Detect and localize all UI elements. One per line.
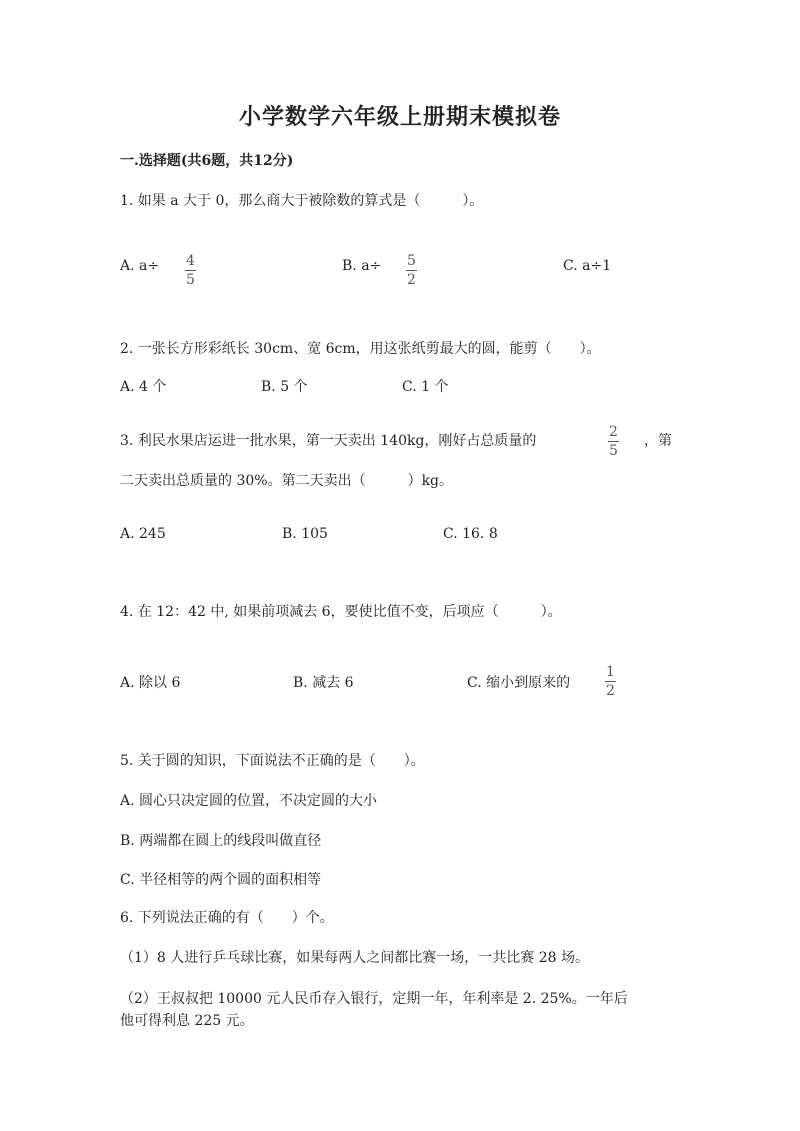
question-3-stem-line-1-end: ，第 bbox=[644, 433, 672, 449]
q3-option-a: A. 245 bbox=[120, 526, 166, 542]
question-1-stem: 1. 如果 a 大于 0，那么商大于被除数的算式是（ ）。 bbox=[120, 193, 484, 209]
q1-option-b-fraction bbox=[406, 253, 417, 288]
fraction-numerator: 1 bbox=[606, 664, 615, 680]
section-heading: 一.选择题(共6题，共12分) bbox=[120, 153, 294, 169]
fraction-numerator: 4 bbox=[186, 253, 195, 269]
page-title: 小学数学六年级上册期末模拟卷 bbox=[238, 104, 561, 130]
question-2-stem: 2. 一张长方形彩纸长 30cm、宽 6cm，用这张纸剪最大的圆，能剪（ ）。 bbox=[120, 341, 601, 357]
q3-option-b: B. 105 bbox=[282, 526, 328, 542]
q4-option-a: A. 除以 6 bbox=[120, 675, 181, 691]
q2-option-a: A. 4 个 bbox=[120, 379, 167, 395]
question-5-stem: 5. 关于圆的知识，下面说法不正确的是（ ）。 bbox=[120, 753, 425, 769]
fraction-denominator: 5 bbox=[186, 272, 195, 288]
fraction-denominator: 2 bbox=[606, 683, 615, 699]
fraction-numerator: 2 bbox=[609, 424, 618, 440]
q1-option-a-fraction bbox=[185, 253, 196, 288]
fraction-bar bbox=[185, 270, 196, 271]
question-3-stem-line-1: 3. 利民水果店运进一批水果，第一天卖出 140kg，刚好占总质量的 bbox=[120, 433, 537, 449]
q5-option-c: C. 半径相等的两个圆的面积相等 bbox=[120, 872, 322, 888]
q5-option-a: A. 圆心只决定圆的位置，不决定圆的大小 bbox=[120, 793, 378, 809]
question-4-stem: 4. 在 12：42 中, 如果前项减去 6，要使比值不变，后项应（ ）。 bbox=[120, 604, 562, 620]
q2-option-c: C. 1 个 bbox=[402, 379, 449, 395]
q6-statement-2-line-1: （2）王叔叔把 10000 元人民币存入银行，定期一年，年利率是 2. 25%。一年后 bbox=[120, 991, 628, 1007]
q1-option-b: B. a÷ bbox=[342, 258, 382, 274]
fraction-bar bbox=[406, 270, 417, 271]
fraction-denominator: 2 bbox=[407, 272, 416, 288]
fraction-numerator: 5 bbox=[407, 253, 416, 269]
q3-option-c: C. 16. 8 bbox=[443, 526, 498, 542]
q1-option-a: A. a÷ bbox=[120, 258, 160, 274]
question-3-stem-line-2: 二天卖出总质量的 30%。第二天卖出（ ）kg。 bbox=[120, 473, 454, 489]
question-6-stem: 6. 下列说法正确的有（ ）个。 bbox=[120, 910, 334, 926]
q3-fraction bbox=[608, 424, 619, 459]
q5-option-b: B. 两端都在圆上的线段叫做直径 bbox=[120, 833, 322, 849]
q6-statement-1: （1）8 人进行乒乓球比赛，如果每两人之间都比赛一场，一共比赛 28 场。 bbox=[120, 950, 589, 966]
fraction-bar bbox=[605, 681, 616, 682]
q4-option-c: C. 缩小到原来的 bbox=[467, 675, 571, 691]
fraction-bar bbox=[608, 441, 619, 442]
q2-option-b: B. 5 个 bbox=[261, 379, 308, 395]
q1-option-c: C. a÷1 bbox=[563, 258, 612, 274]
q4-option-c-fraction bbox=[605, 664, 616, 699]
q6-statement-2-line-2: 他可得利息 225 元。 bbox=[120, 1013, 254, 1029]
q4-option-b: B. 减去 6 bbox=[293, 675, 354, 691]
fraction-denominator: 5 bbox=[609, 443, 618, 459]
